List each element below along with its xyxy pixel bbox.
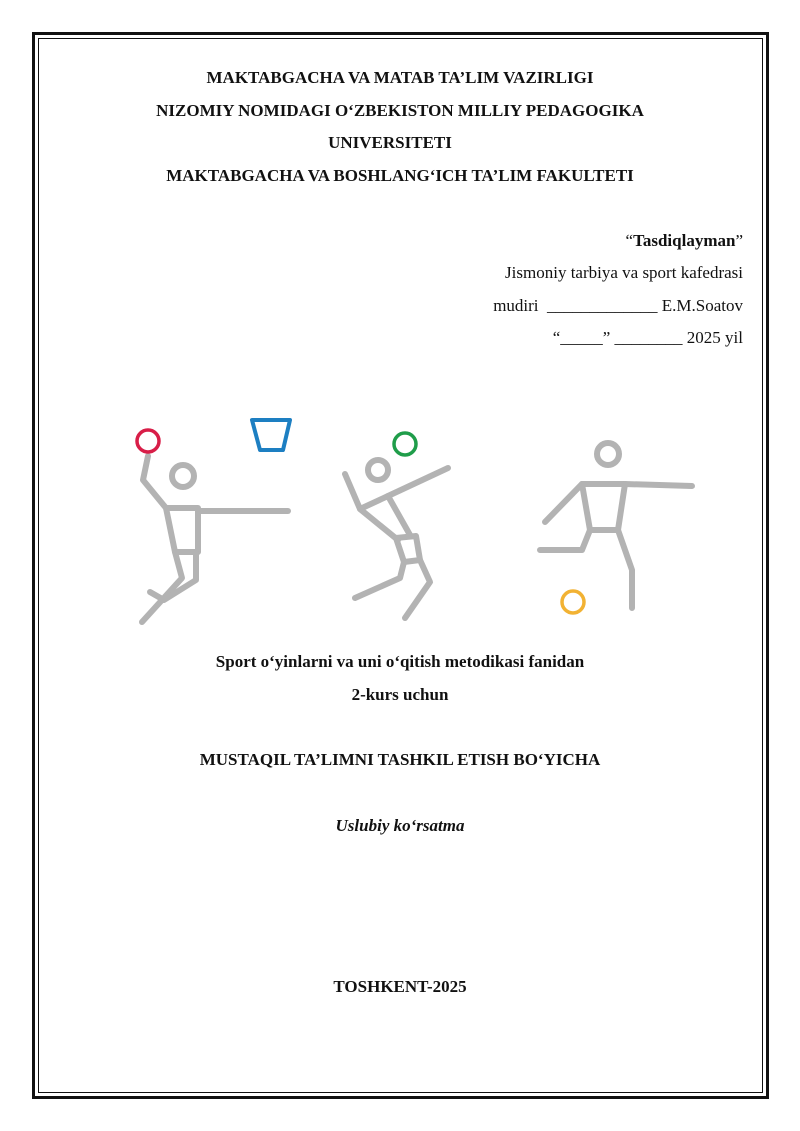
volleyball-player-icon — [345, 460, 448, 618]
university-title-line1: NIZOMIY NOMIDAGI O‘ZBEKISTON MILLIY PEDAGOGIKA — [156, 101, 644, 120]
approval-quote-close: ” — [735, 231, 743, 250]
subject-title: Sport o‘yinlarni va uni o‘qitish metodikasi fanidan — [215, 652, 585, 671]
approval-date-line: “_____” ________ 2025 yil — [552, 328, 743, 347]
course-label: 2-kurs uchun — [351, 685, 449, 704]
sports-illustration — [120, 410, 720, 640]
approval-heading — [626, 231, 743, 251]
head-signature-line: mudiri _____________ E.M.Soatov — [493, 296, 743, 315]
green-ball-icon — [394, 433, 416, 455]
document-subtitle: Uslubiy ko‘rsatma — [335, 816, 465, 835]
city-year: TOSHKENT-2025 — [333, 977, 467, 996]
ministry-title: MAKTABGACHA VA MATAB TA’LIM VAZIRLIGI — [206, 68, 594, 87]
football-player-icon — [540, 443, 692, 608]
department-name: Jismoniy tarbiya va sport kafedrasi — [505, 263, 743, 282]
red-ball-icon — [137, 430, 159, 452]
approval-word: Tasdiqlayman — [633, 231, 736, 250]
main-title: MUSTAQIL TA’LIMNI TASHKIL ETISH BO‘YICHA — [199, 750, 601, 769]
approval-quote-open: “ — [625, 231, 634, 250]
university-title-line2: UNIVERSITETI — [328, 133, 452, 152]
yellow-ball-icon — [562, 591, 584, 613]
blue-basket-icon — [252, 420, 290, 450]
faculty-title: MAKTABGACHA VA BOSHLANG‘ICH TA’LIM FAKULTETI — [166, 166, 634, 185]
handball-player-icon — [142, 456, 288, 622]
